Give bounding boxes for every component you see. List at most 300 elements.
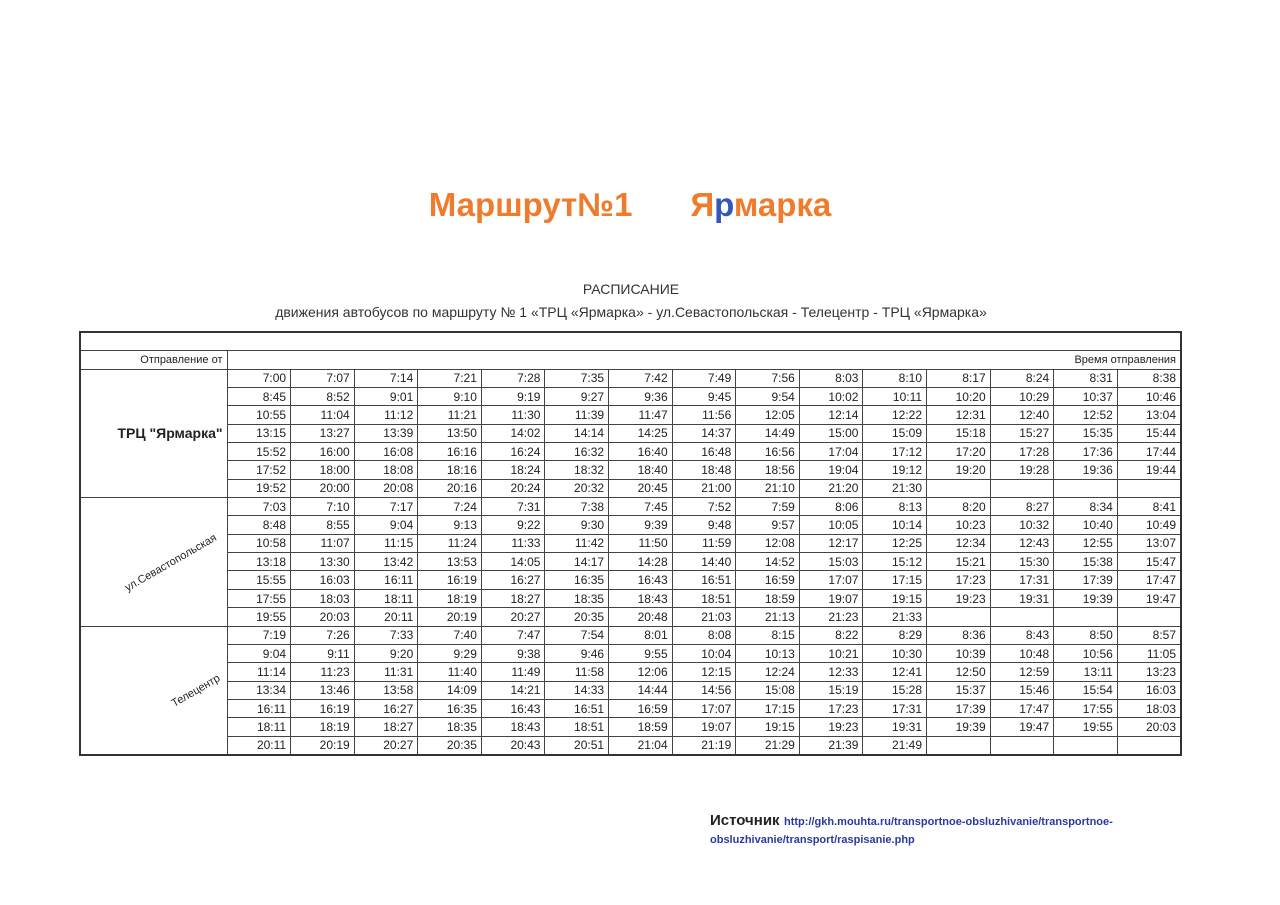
time-cell: 9:19 <box>481 388 545 406</box>
time-cell: 20:11 <box>354 608 418 626</box>
table-row <box>80 553 1181 571</box>
time-cell: 13:04 <box>1117 406 1181 424</box>
time-cell: 17:31 <box>863 699 927 717</box>
time-cell: 21:39 <box>799 736 863 755</box>
time-cell: 10:46 <box>1117 388 1181 406</box>
time-cell: 19:23 <box>927 589 991 607</box>
time-cell: 8:52 <box>291 388 355 406</box>
time-cell: 18:40 <box>609 461 673 479</box>
time-cell: 11:07 <box>291 534 355 552</box>
time-cell: 8:43 <box>990 626 1054 644</box>
time-cell: 8:24 <box>990 369 1054 387</box>
time-cell: 7:33 <box>354 626 418 644</box>
stop-name-cell <box>80 498 227 626</box>
time-cell: 16:03 <box>1117 681 1181 699</box>
time-cell: 15:18 <box>927 424 991 442</box>
time-cell: 13:07 <box>1117 534 1181 552</box>
time-cell: 9:11 <box>291 644 355 662</box>
table-row <box>80 443 1181 461</box>
time-cell: 16:59 <box>609 699 673 717</box>
time-cell: 18:51 <box>545 718 609 736</box>
time-cell: 12:17 <box>799 534 863 552</box>
time-cell: 15:03 <box>799 553 863 571</box>
time-cell: 14:40 <box>672 553 736 571</box>
time-cell: 9:10 <box>418 388 482 406</box>
table-row <box>80 663 1181 681</box>
time-cell: 9:36 <box>609 388 673 406</box>
stop-name-cell <box>80 626 227 755</box>
time-cell: 7:10 <box>291 498 355 516</box>
time-cell: 19:07 <box>672 718 736 736</box>
time-cell: 20:19 <box>418 608 482 626</box>
time-cell: 20:27 <box>481 608 545 626</box>
time-cell: 18:11 <box>354 589 418 607</box>
time-cell: 9:45 <box>672 388 736 406</box>
time-cell: 7:31 <box>481 498 545 516</box>
stop-name: ул.Севастопольская <box>122 531 219 594</box>
time-cell: 11:15 <box>354 534 418 552</box>
time-cell: 7:47 <box>481 626 545 644</box>
time-cell: 12:40 <box>990 406 1054 424</box>
schedule-table <box>79 331 1182 756</box>
time-cell: 20:35 <box>418 736 482 755</box>
time-cell: 16:27 <box>354 699 418 717</box>
time-cell: 8:10 <box>863 369 927 387</box>
time-cell: 16:00 <box>291 443 355 461</box>
time-cell: 16:27 <box>481 571 545 589</box>
time-cell: 11:39 <box>545 406 609 424</box>
schedule-description: движения автобусов по маршруту № 1 «ТРЦ «Ярмарка» - ул.Севастопольская - Телецентр - ТРЦ «Ярмарка» <box>275 304 987 320</box>
page-title <box>0 186 1260 224</box>
time-cell: 9:27 <box>545 388 609 406</box>
time-cell: 8:34 <box>1054 498 1118 516</box>
time-cell: 18:27 <box>354 718 418 736</box>
stop-name: ТРЦ "Ярмарка" <box>117 425 223 442</box>
time-cell: 17:55 <box>1054 699 1118 717</box>
time-cell: 7:03 <box>227 498 291 516</box>
time-cell: 19:36 <box>1054 461 1118 479</box>
time-cell: 19:39 <box>1054 589 1118 607</box>
time-cell: 8:13 <box>863 498 927 516</box>
time-cell: 7:45 <box>609 498 673 516</box>
time-cell: 14:28 <box>609 553 673 571</box>
time-cell: 20:24 <box>481 479 545 497</box>
time-cell: 8:03 <box>799 369 863 387</box>
time-cell: 21:30 <box>863 479 927 497</box>
time-cell: 17:23 <box>799 699 863 717</box>
time-cell: 16:24 <box>481 443 545 461</box>
time-cell: 16:43 <box>609 571 673 589</box>
time-cell: 8:48 <box>227 516 291 534</box>
stop-name: Телецентр <box>169 672 222 710</box>
time-cell: 9:04 <box>354 516 418 534</box>
time-cell: 13:27 <box>291 424 355 442</box>
time-cell: 8:17 <box>927 369 991 387</box>
time-cell: 18:43 <box>481 718 545 736</box>
time-cell: 17:52 <box>227 461 291 479</box>
table-row <box>80 626 1181 644</box>
time-cell: 17:15 <box>736 699 800 717</box>
time-cell: 19:44 <box>1117 461 1181 479</box>
time-cell: 8:55 <box>291 516 355 534</box>
time-cell: 8:22 <box>799 626 863 644</box>
table-row <box>80 424 1181 442</box>
time-cell: 7:26 <box>291 626 355 644</box>
time-cell: 16:43 <box>481 699 545 717</box>
time-cell: 10:48 <box>990 644 1054 662</box>
time-cell: 14:56 <box>672 681 736 699</box>
time-cell: 17:44 <box>1117 443 1181 461</box>
time-cell: 16:11 <box>354 571 418 589</box>
table-row <box>80 571 1181 589</box>
time-cell: 7:38 <box>545 498 609 516</box>
route-name: Ярмарка <box>690 186 832 223</box>
schedule-heading: РАСПИСАНИЕ <box>582 281 680 297</box>
time-cell: 9:29 <box>418 644 482 662</box>
time-cell: 12:05 <box>736 406 800 424</box>
time-cell: 16:48 <box>672 443 736 461</box>
time-cell: 11:42 <box>545 534 609 552</box>
time-cell: 18:43 <box>609 589 673 607</box>
time-cell: 21:10 <box>736 479 800 497</box>
time-cell: 13:53 <box>418 553 482 571</box>
time-cell: 10:23 <box>927 516 991 534</box>
time-cell: 7:24 <box>418 498 482 516</box>
time-cell: 17:55 <box>227 589 291 607</box>
time-cell: 8:01 <box>609 626 673 644</box>
time-cell: 10:29 <box>990 388 1054 406</box>
table-row <box>80 388 1181 406</box>
time-cell <box>1117 736 1181 755</box>
time-cell: 17:07 <box>672 699 736 717</box>
time-cell: 15:27 <box>990 424 1054 442</box>
time-cell: 7:19 <box>227 626 291 644</box>
table-row <box>80 699 1181 717</box>
time-cell: 7:42 <box>609 369 673 387</box>
time-cell: 16:32 <box>545 443 609 461</box>
time-cell: 18:27 <box>481 589 545 607</box>
time-cell: 21:03 <box>672 608 736 626</box>
time-cell: 19:55 <box>1054 718 1118 736</box>
time-cell: 10:55 <box>227 406 291 424</box>
time-cell: 7:21 <box>418 369 482 387</box>
time-cell: 15:46 <box>990 681 1054 699</box>
time-cell: 13:39 <box>354 424 418 442</box>
time-cell: 7:49 <box>672 369 736 387</box>
time-cell: 19:12 <box>863 461 927 479</box>
time-cell: 16:35 <box>545 571 609 589</box>
table-row <box>80 461 1181 479</box>
time-cell: 15:35 <box>1054 424 1118 442</box>
time-cell: 8:57 <box>1117 626 1181 644</box>
time-cell: 10:40 <box>1054 516 1118 534</box>
time-cell: 17:28 <box>990 443 1054 461</box>
time-cell: 13:15 <box>227 424 291 442</box>
table-row <box>80 516 1181 534</box>
time-cell: 10:13 <box>736 644 800 662</box>
time-cell: 18:03 <box>291 589 355 607</box>
time-cell: 17:39 <box>927 699 991 717</box>
time-cell: 10:32 <box>990 516 1054 534</box>
time-cell: 19:15 <box>736 718 800 736</box>
time-cell: 21:23 <box>799 608 863 626</box>
time-cell: 15:08 <box>736 681 800 699</box>
time-cell: 17:15 <box>863 571 927 589</box>
time-cell <box>1054 479 1118 497</box>
time-cell <box>990 479 1054 497</box>
time-cell: 19:28 <box>990 461 1054 479</box>
time-cell: 11:24 <box>418 534 482 552</box>
time-cell: 16:51 <box>545 699 609 717</box>
time-cell: 16:19 <box>418 571 482 589</box>
time-cell: 13:34 <box>227 681 291 699</box>
time-cell <box>990 608 1054 626</box>
time-cell: 14:52 <box>736 553 800 571</box>
time-cell: 14:37 <box>672 424 736 442</box>
time-cell <box>1117 608 1181 626</box>
time-cell: 9:13 <box>418 516 482 534</box>
time-cell: 7:56 <box>736 369 800 387</box>
time-cell: 14:33 <box>545 681 609 699</box>
time-cell: 16:59 <box>736 571 800 589</box>
time-cell: 18:51 <box>672 589 736 607</box>
time-cell: 18:32 <box>545 461 609 479</box>
table-top-row <box>80 332 1181 351</box>
time-cell: 8:50 <box>1054 626 1118 644</box>
stop-name-cell <box>80 369 227 497</box>
time-cell: 11:58 <box>545 663 609 681</box>
time-cell: 13:11 <box>1054 663 1118 681</box>
time-cell: 10:20 <box>927 388 991 406</box>
time-cell: 11:04 <box>291 406 355 424</box>
time-cell: 19:39 <box>927 718 991 736</box>
time-cell: 21:04 <box>609 736 673 755</box>
time-cell: 14:21 <box>481 681 545 699</box>
time-cell: 14:14 <box>545 424 609 442</box>
time-cell: 19:47 <box>1117 589 1181 607</box>
time-cell: 17:23 <box>927 571 991 589</box>
time-cell: 9:04 <box>227 644 291 662</box>
time-cell: 8:27 <box>990 498 1054 516</box>
time-cell: 9:22 <box>481 516 545 534</box>
time-cell: 15:54 <box>1054 681 1118 699</box>
time-cell: 7:40 <box>418 626 482 644</box>
table-row <box>80 498 1181 516</box>
time-cell: 11:31 <box>354 663 418 681</box>
time-cell: 20:35 <box>545 608 609 626</box>
time-cell: 18:35 <box>545 589 609 607</box>
time-cell: 9:57 <box>736 516 800 534</box>
time-cell: 16:03 <box>291 571 355 589</box>
table-row <box>80 718 1181 736</box>
time-cell: 10:56 <box>1054 644 1118 662</box>
time-cell: 15:38 <box>1054 553 1118 571</box>
time-cell: 11:59 <box>672 534 736 552</box>
time-cell: 9:30 <box>545 516 609 534</box>
table-row <box>80 589 1181 607</box>
time-cell: 18:19 <box>291 718 355 736</box>
time-cell: 8:38 <box>1117 369 1181 387</box>
time-cell: 10:04 <box>672 644 736 662</box>
time-cell: 17:47 <box>990 699 1054 717</box>
time-cell: 19:31 <box>990 589 1054 607</box>
time-cell: 21:13 <box>736 608 800 626</box>
time-cell: 11:49 <box>481 663 545 681</box>
time-cell: 20:27 <box>354 736 418 755</box>
time-cell: 17:04 <box>799 443 863 461</box>
time-cell: 17:39 <box>1054 571 1118 589</box>
time-cell: 11:12 <box>354 406 418 424</box>
table-header-row <box>80 351 1181 369</box>
time-cell <box>927 608 991 626</box>
table-row <box>80 681 1181 699</box>
time-cell: 20:16 <box>418 479 482 497</box>
time-cell: 17:07 <box>799 571 863 589</box>
time-cell: 15:09 <box>863 424 927 442</box>
time-cell: 10:05 <box>799 516 863 534</box>
time-cell: 17:31 <box>990 571 1054 589</box>
time-cell: 9:48 <box>672 516 736 534</box>
time-cell: 10:02 <box>799 388 863 406</box>
time-cell: 13:50 <box>418 424 482 442</box>
time-cell: 21:00 <box>672 479 736 497</box>
time-cell: 19:04 <box>799 461 863 479</box>
time-cell: 11:33 <box>481 534 545 552</box>
time-cell: 8:06 <box>799 498 863 516</box>
source-label: Источник <box>710 812 780 829</box>
time-cell: 18:19 <box>418 589 482 607</box>
time-cell: 18:03 <box>1117 699 1181 717</box>
time-cell: 12:31 <box>927 406 991 424</box>
time-cell: 17:36 <box>1054 443 1118 461</box>
time-cell: 16:40 <box>609 443 673 461</box>
time-cell: 14:05 <box>481 553 545 571</box>
time-cell: 9:55 <box>609 644 673 662</box>
table-row <box>80 479 1181 497</box>
time-cell: 11:21 <box>418 406 482 424</box>
time-cell: 12:50 <box>927 663 991 681</box>
time-cell <box>927 479 991 497</box>
time-cell: 19:55 <box>227 608 291 626</box>
time-cell: 12:59 <box>990 663 1054 681</box>
time-cell: 20:48 <box>609 608 673 626</box>
time-cell: 11:56 <box>672 406 736 424</box>
time-cell: 21:33 <box>863 608 927 626</box>
time-cell: 12:55 <box>1054 534 1118 552</box>
time-cell: 7:00 <box>227 369 291 387</box>
time-cell: 11:05 <box>1117 644 1181 662</box>
time-cell: 12:24 <box>736 663 800 681</box>
time-cell: 21:20 <box>799 479 863 497</box>
time-cell: 15:30 <box>990 553 1054 571</box>
time-cell: 10:21 <box>799 644 863 662</box>
table-row <box>80 608 1181 626</box>
time-cell: 15:19 <box>799 681 863 699</box>
time-cell: 15:52 <box>227 443 291 461</box>
time-cell: 12:15 <box>672 663 736 681</box>
time-cell: 11:30 <box>481 406 545 424</box>
source-block <box>710 812 1210 848</box>
time-cell: 12:08 <box>736 534 800 552</box>
time-cell <box>1117 479 1181 497</box>
time-cell: 7:28 <box>481 369 545 387</box>
time-cell: 11:47 <box>609 406 673 424</box>
time-cell: 20:00 <box>291 479 355 497</box>
time-cell: 8:29 <box>863 626 927 644</box>
time-cell: 7:52 <box>672 498 736 516</box>
time-cell: 16:08 <box>354 443 418 461</box>
time-cell: 18:24 <box>481 461 545 479</box>
time-cell: 10:37 <box>1054 388 1118 406</box>
time-cell <box>990 736 1054 755</box>
table-row <box>80 369 1181 387</box>
time-cell: 19:07 <box>799 589 863 607</box>
time-cell: 8:36 <box>927 626 991 644</box>
time-cell: 8:08 <box>672 626 736 644</box>
source-link[interactable]: http://gkh.mouhta.ru/transportnoe-obsluzhivanie/transportnoe-obsluzhivanie/transport/raspisanie.php <box>710 816 1113 846</box>
time-cell: 13:58 <box>354 681 418 699</box>
time-cell: 12:34 <box>927 534 991 552</box>
time-cell: 11:23 <box>291 663 355 681</box>
time-cell: 19:31 <box>863 718 927 736</box>
time-cell: 12:43 <box>990 534 1054 552</box>
time-cell: 7:59 <box>736 498 800 516</box>
table-row <box>80 736 1181 755</box>
time-cell: 18:11 <box>227 718 291 736</box>
time-cell: 12:33 <box>799 663 863 681</box>
time-cell: 14:09 <box>418 681 482 699</box>
time-cell: 7:35 <box>545 369 609 387</box>
time-cell: 18:59 <box>736 589 800 607</box>
time-cell: 7:14 <box>354 369 418 387</box>
time-cell: 8:45 <box>227 388 291 406</box>
time-cell: 20:43 <box>481 736 545 755</box>
time-cell: 16:51 <box>672 571 736 589</box>
time-cell: 11:14 <box>227 663 291 681</box>
time-cell: 13:42 <box>354 553 418 571</box>
time-cell: 8:20 <box>927 498 991 516</box>
time-cell: 16:11 <box>227 699 291 717</box>
time-cell: 14:44 <box>609 681 673 699</box>
time-cell: 21:29 <box>736 736 800 755</box>
time-cell: 12:22 <box>863 406 927 424</box>
time-cell: 14:17 <box>545 553 609 571</box>
time-cell: 21:19 <box>672 736 736 755</box>
time-cell: 13:30 <box>291 553 355 571</box>
time-cell: 17:20 <box>927 443 991 461</box>
header-times: Время отправления <box>227 351 1181 369</box>
time-cell: 20:08 <box>354 479 418 497</box>
time-cell: 14:02 <box>481 424 545 442</box>
time-cell: 9:38 <box>481 644 545 662</box>
time-cell: 13:18 <box>227 553 291 571</box>
time-cell: 14:25 <box>609 424 673 442</box>
time-cell: 7:07 <box>291 369 355 387</box>
time-cell: 19:47 <box>990 718 1054 736</box>
time-cell: 20:03 <box>1117 718 1181 736</box>
time-cell: 15:12 <box>863 553 927 571</box>
time-cell: 17:12 <box>863 443 927 461</box>
time-cell: 10:11 <box>863 388 927 406</box>
time-cell: 9:54 <box>736 388 800 406</box>
time-cell: 19:23 <box>799 718 863 736</box>
route-number: Маршрут№1 <box>428 186 633 223</box>
time-cell: 10:58 <box>227 534 291 552</box>
time-cell: 15:55 <box>227 571 291 589</box>
time-cell: 15:28 <box>863 681 927 699</box>
time-cell: 15:47 <box>1117 553 1181 571</box>
time-cell: 14:49 <box>736 424 800 442</box>
